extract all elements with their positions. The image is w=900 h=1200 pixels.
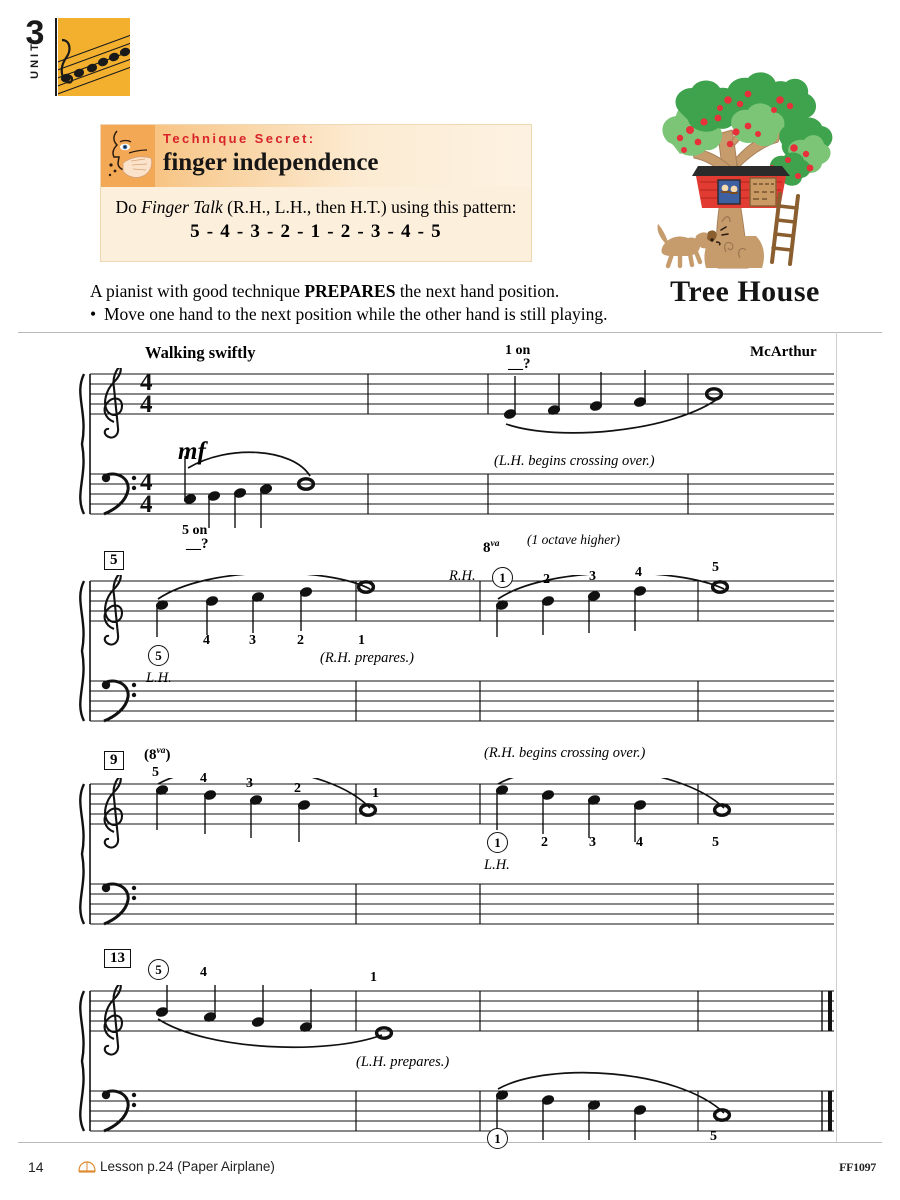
catalog-number: FF1097 <box>839 1160 876 1174</box>
instruction-line-2 <box>90 304 608 325</box>
svg-text:4: 4 <box>140 391 153 418</box>
whisper-face-hand-icon <box>101 125 155 187</box>
instruction-1-post: the next hand position. <box>395 281 560 301</box>
lh-five-on-question-mark: __? <box>186 536 209 552</box>
finger-pattern: 5 - 4 - 3 - 2 - 1 - 2 - 3 - 4 - 5 <box>190 221 442 242</box>
instruction-line-1 <box>90 281 559 302</box>
fingering-3-s3: 3 <box>246 776 253 791</box>
instruction-2-text: Move one hand to the next position while the other hand is still playing. <box>104 304 608 324</box>
unit-badge <box>18 14 128 96</box>
unit-number: 3 <box>25 14 45 52</box>
rh-crossing-over-annotation: (R.H. begins crossing over.) <box>484 745 646 761</box>
instruction-1-pre: A pianist with good technique <box>90 281 305 301</box>
fingering-3-s2: 3 <box>249 633 256 648</box>
lh-circled-fingering-5-s4: 5 <box>148 959 169 980</box>
song-title: Tree House <box>670 275 820 308</box>
page-number: 14 <box>28 1159 44 1175</box>
left-hand-label-s2: L.H. <box>146 670 172 686</box>
fingering-5-s3: 5 <box>152 765 159 780</box>
composer-name: McArthur <box>750 344 817 360</box>
technique-secret-box <box>100 124 532 262</box>
fingering-4-s3b: 4 <box>636 835 643 850</box>
fingering-3-s3b: 3 <box>589 835 596 850</box>
right-hand-label-s2: R.H. <box>449 568 476 584</box>
unit-divider <box>55 18 57 96</box>
dynamic-mf: mf <box>178 438 206 465</box>
fingering-2-s2: 2 <box>297 633 304 648</box>
instruction-italic: Finger Talk <box>141 197 223 217</box>
lh-prepares-annotation: (L.H. prepares.) <box>356 1054 450 1070</box>
fingering-2-s3: 2 <box>294 781 301 796</box>
left-hand-label-s3: L.H. <box>484 857 510 873</box>
fingering-2-s3b: 2 <box>541 835 548 850</box>
score-bottom-divider <box>18 1142 882 1143</box>
fingering-4-s3: 4 <box>200 771 207 786</box>
lh-crossing-over-annotation: (L.H. begins crossing over.) <box>494 453 655 469</box>
fingering-1-s4: 1 <box>370 970 377 985</box>
bass-fingering-5: 5 <box>710 1129 717 1144</box>
footer-reference: Lesson p.24 (Paper Airplane) <box>100 1159 275 1174</box>
tempo-marking: Walking swiftly <box>145 343 256 362</box>
lh-five-on-annotation: 5 on <box>182 523 208 538</box>
fingering-1-s2: 1 <box>358 633 365 648</box>
rh-circled-fingering-1: 1 <box>492 567 513 588</box>
measure-number-9: 9 <box>104 751 124 770</box>
system-4-staff <box>78 985 838 1140</box>
svg-text:4: 4 <box>140 469 153 496</box>
fingering-5-s3b: 5 <box>712 835 719 850</box>
bass-circled-fingering-1: 1 <box>487 1128 508 1149</box>
fingering-2-s2b: 2 <box>543 572 550 587</box>
instruction-pre: Do <box>115 197 142 217</box>
fingering-4-s2b: 4 <box>635 565 642 580</box>
technique-box-instruction <box>109 197 523 217</box>
lh-circled-fingering-5: 5 <box>148 645 169 666</box>
lh-circled-fingering-1-s3: 1 <box>487 832 508 853</box>
ottava-8va-marking: $8^{va}$ <box>483 539 500 556</box>
rh-prepares-annotation: (R.H. prepares.) <box>320 650 414 666</box>
rh-one-on-question-mark: __? <box>508 356 531 372</box>
tree-house-illustration <box>622 72 864 272</box>
system-3-staff <box>78 778 838 933</box>
fingering-1-s3: 1 <box>372 786 379 801</box>
system-2-staff <box>78 575 838 730</box>
one-octave-higher-note: (1 octave higher) <box>527 532 620 547</box>
technique-box-title: Technique Secret: <box>163 131 316 146</box>
unit-staff-icon <box>58 18 130 96</box>
measure-number-5: 5 <box>104 551 124 570</box>
fingering-5-s2b: 5 <box>712 560 719 575</box>
instruction-1-bold: PREPARES <box>304 281 396 301</box>
score-top-divider <box>18 332 882 333</box>
svg-text:4: 4 <box>140 369 153 396</box>
technique-box-subtitle: finger independence <box>163 149 379 176</box>
fingering-3-s2b: 3 <box>589 569 596 584</box>
bullet-marker: • <box>90 304 97 324</box>
technique-box-header <box>101 125 531 187</box>
svg-text:4: 4 <box>140 491 153 518</box>
unit-label: UNIT <box>29 41 41 79</box>
measure-number-13: 13 <box>104 949 131 968</box>
fingering-4-s4: 4 <box>200 965 207 980</box>
ottava-8va-parenthetical: $(8^{va})$ <box>144 746 171 763</box>
fingering-4-s2: 4 <box>203 633 210 648</box>
book-icon <box>78 1160 96 1173</box>
rh-one-on-text: 1 on <box>505 343 531 358</box>
instruction-post: (R.H., L.H., then H.T.) using this pattern: <box>222 197 517 217</box>
